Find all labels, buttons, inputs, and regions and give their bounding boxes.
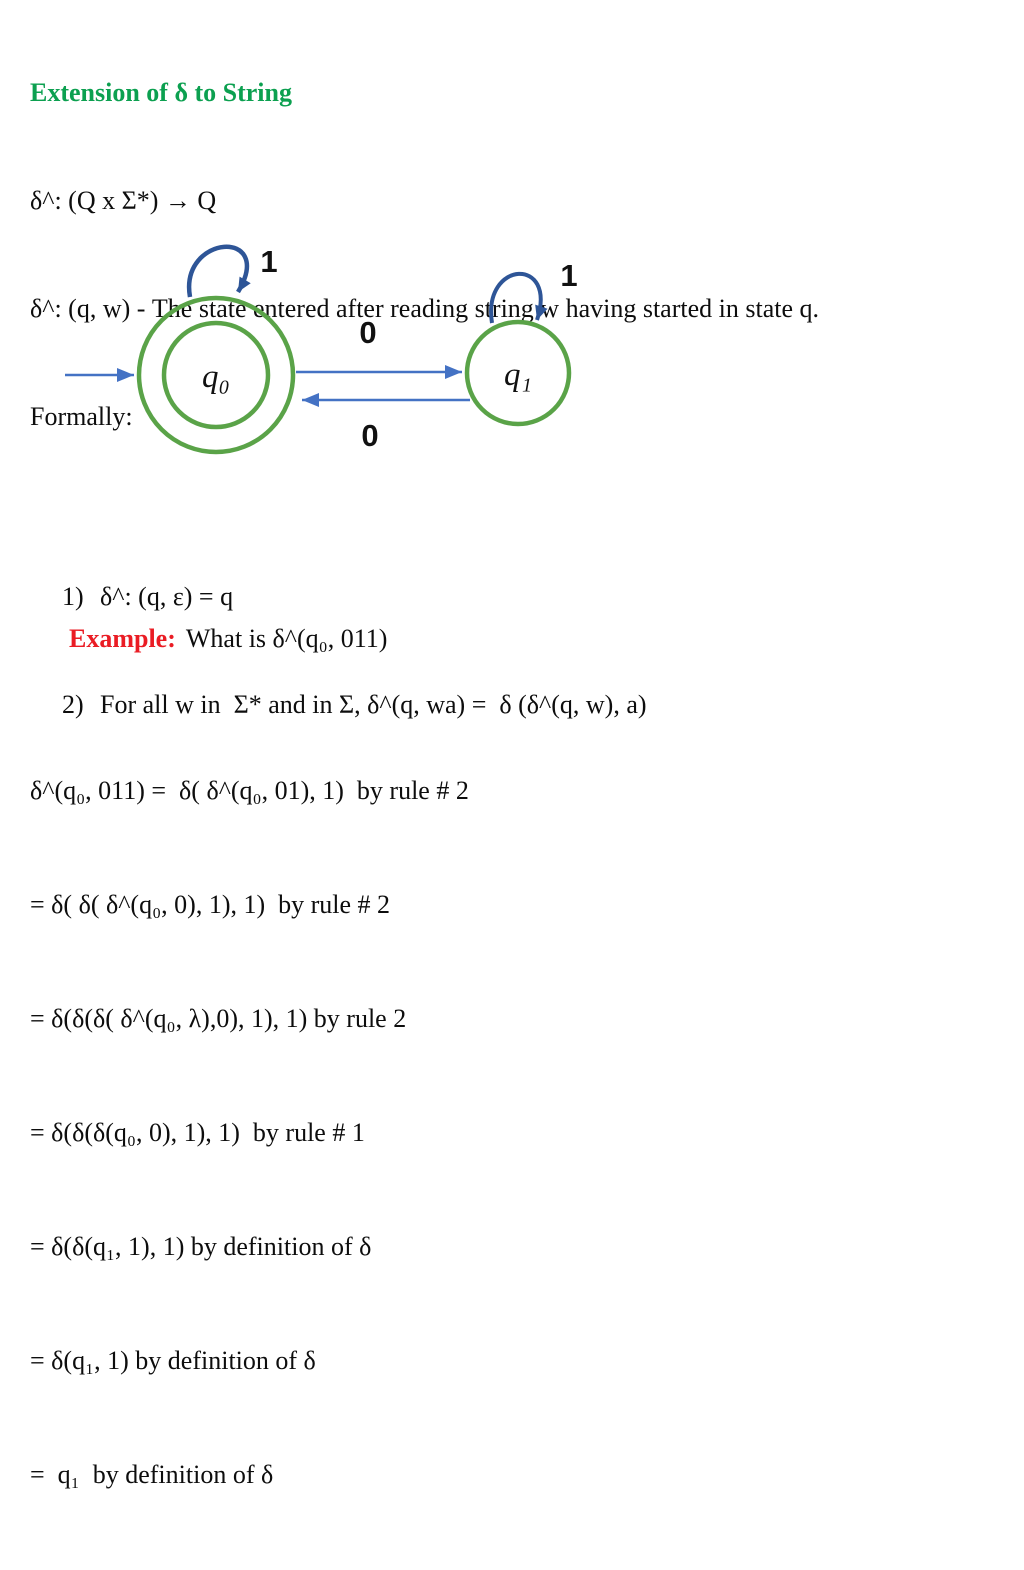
q1-self-loop-arrow [491, 274, 541, 323]
example-header [30, 582, 469, 696]
q0-self-loop-arrow [189, 247, 247, 297]
formally-label: Formally: [30, 402, 133, 431]
rule-1-text: δ^: (q, ε) = q [100, 582, 234, 611]
example-step-1: δ^(q₀, 011) = δ( δ^(q₀, 01), 1) by rule # 2 [30, 776, 469, 805]
example-label: Example: [69, 624, 176, 653]
state-q1-label: q₁ [504, 357, 532, 393]
arrow-q0-to-q1-label: 0 [359, 315, 377, 350]
example-step-7: = q₁ by definition of δ [30, 1460, 274, 1489]
page-title: Extension of δ to String [30, 78, 292, 107]
rule-1-number: 1) [62, 582, 84, 611]
rule-2-text: For all w in Σ* and in Σ, δ^(q, wa) = δ (δ^(q, w), a) [100, 690, 647, 719]
example-step-4: = δ(δ(δ(q₀, 0), 1), 1) by rule # 1 [30, 1118, 365, 1147]
arrow-q1-to-q0-label: 0 [361, 418, 379, 453]
state-q0-label: q₀ [202, 359, 230, 395]
q0-self-loop-label: 1 [260, 244, 278, 279]
delta-hat-signature: δ^: (Q x Σ*) → Q [30, 186, 217, 215]
dfa-state-diagram [30, 228, 630, 483]
example-step-2: = δ( δ( δ^(q₀, 0), 1), 1) by rule # 2 [30, 890, 391, 919]
example-question: What is δ^(q₀, 011) [185, 624, 388, 653]
delta-hat-description: δ^: (q, w) - The state entered after reading string w having started in state q. [30, 294, 820, 323]
example-step-6: = δ(q₁, 1) by definition of δ [30, 1346, 316, 1375]
rule-2-number: 2) [62, 690, 84, 719]
example-section [30, 506, 469, 1570]
example-step-5: = δ(δ(q₁, 1), 1) by definition of δ [30, 1232, 372, 1261]
example-step-3: = δ(δ(δ( δ^(q₀, λ),0), 1), 1) by rule 2 [30, 1004, 407, 1033]
q1-self-loop-label: 1 [560, 258, 578, 293]
